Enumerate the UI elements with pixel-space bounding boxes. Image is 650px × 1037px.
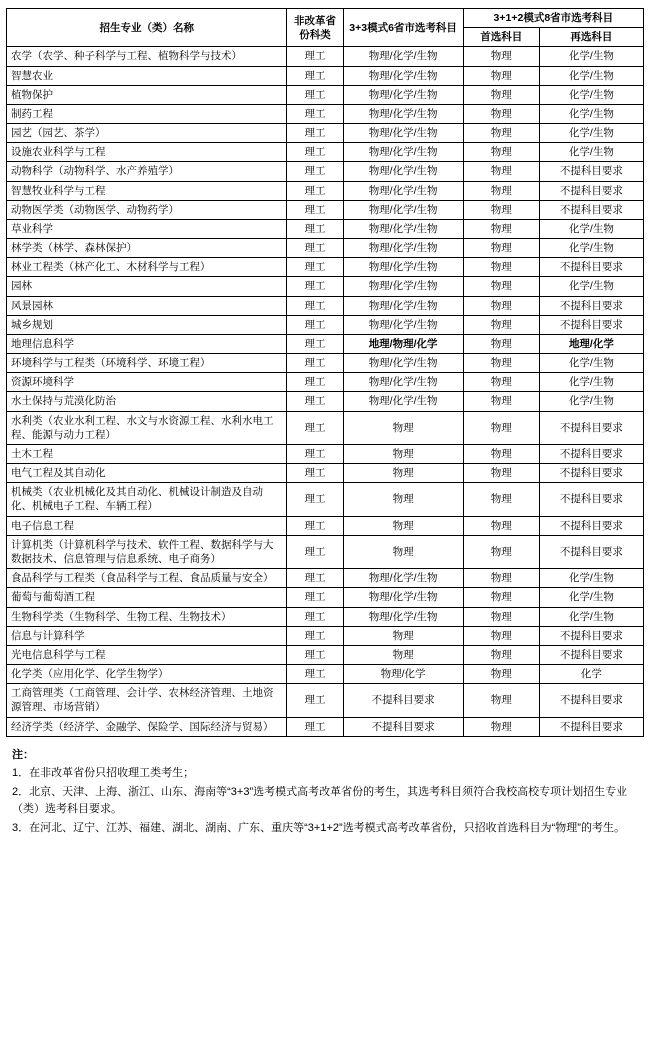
cell-six-province: 物理/化学/生物: [343, 588, 463, 607]
cell-category: 理工: [287, 626, 343, 645]
cell-first-choice: 物理: [463, 444, 539, 463]
cell-major: 电子信息工程: [7, 516, 287, 535]
cell-category: 理工: [287, 444, 343, 463]
table-row: [7, 588, 644, 607]
cell-first-choice: 物理: [463, 66, 539, 85]
cell-six-province: 物理: [343, 444, 463, 463]
table-row: [7, 354, 644, 373]
cell-first-choice: 物理: [463, 315, 539, 334]
cell-first-choice: 物理: [463, 124, 539, 143]
cell-six-province: 物理/化学/生物: [343, 47, 463, 66]
cell-second-choice: 不提科目要求: [539, 444, 643, 463]
cell-major: 智慧农业: [7, 66, 287, 85]
table-row: [7, 162, 644, 181]
cell-first-choice: 物理: [463, 569, 539, 588]
table-row: [7, 104, 644, 123]
cell-second-choice: 不提科目要求: [539, 516, 643, 535]
table-row: [7, 645, 644, 664]
notes-title: 注：: [12, 748, 34, 761]
header-category: 非改革省份科类: [287, 9, 343, 47]
cell-major: 化学类（应用化学、化学生物学）: [7, 665, 287, 684]
cell-six-province: 物理/化学/生物: [343, 354, 463, 373]
cell-second-choice: 不提科目要求: [539, 464, 643, 483]
cell-six-province: 物理/化学/生物: [343, 66, 463, 85]
cell-second-choice: 地理/化学: [539, 334, 643, 353]
cell-second-choice: 化学/生物: [539, 66, 643, 85]
cell-second-choice: 化学: [539, 665, 643, 684]
table-row: [7, 124, 644, 143]
cell-second-choice: 化学/生物: [539, 85, 643, 104]
cell-major: 经济学类（经济学、金融学、保险学、国际经济与贸易）: [7, 717, 287, 736]
cell-first-choice: 物理: [463, 665, 539, 684]
cell-category: 理工: [287, 588, 343, 607]
cell-first-choice: 物理: [463, 296, 539, 315]
cell-major: 城乡规划: [7, 315, 287, 334]
table-row: [7, 219, 644, 238]
cell-category: 理工: [287, 315, 343, 334]
note-item: 2．北京、天津、上海、浙江、山东、海南等“3+3”选考模式高考改革省份的考生，其选考科目须符合我校高校专项计划招生专业（类）选考科目要求。: [12, 785, 628, 816]
cell-category: 理工: [287, 143, 343, 162]
table-row: [7, 464, 644, 483]
cell-six-province: 地理/物理/化学: [343, 334, 463, 353]
cell-second-choice: 化学/生物: [539, 47, 643, 66]
table-row: [7, 66, 644, 85]
cell-second-choice: 化学/生物: [539, 392, 643, 411]
cell-first-choice: 物理: [463, 464, 539, 483]
cell-major: 土木工程: [7, 444, 287, 463]
cell-six-province: 物理/化学/生物: [343, 124, 463, 143]
cell-six-province: 物理/化学/生物: [343, 162, 463, 181]
header-eight-province-group: 3+1+2模式8省市选考科目: [463, 9, 643, 28]
cell-six-province: 物理: [343, 535, 463, 568]
cell-six-province: 物理/化学/生物: [343, 277, 463, 296]
cell-second-choice: 不提科目要求: [539, 645, 643, 664]
cell-major: 水土保持与荒漠化防治: [7, 392, 287, 411]
table-row: [7, 200, 644, 219]
cell-category: 理工: [287, 47, 343, 66]
cell-major: 草业科学: [7, 219, 287, 238]
cell-major: 葡萄与葡萄酒工程: [7, 588, 287, 607]
cell-category: 理工: [287, 645, 343, 664]
cell-second-choice: 化学/生物: [539, 588, 643, 607]
cell-six-province: 物理/化学/生物: [343, 219, 463, 238]
table-row: [7, 85, 644, 104]
cell-major: 食品科学与工程类（食品科学与工程、食品质量与安全）: [7, 569, 287, 588]
cell-major: 园林: [7, 277, 287, 296]
cell-major: 环境科学与工程类（环境科学、环境工程）: [7, 354, 287, 373]
table-row: [7, 535, 644, 568]
cell-major: 地理信息科学: [7, 334, 287, 353]
table-row: [7, 181, 644, 200]
cell-six-province: 物理: [343, 516, 463, 535]
cell-category: 理工: [287, 162, 343, 181]
cell-six-province: 物理/化学/生物: [343, 373, 463, 392]
table-row: [7, 717, 644, 736]
cell-six-province: 物理: [343, 626, 463, 645]
cell-six-province: 物理: [343, 464, 463, 483]
note-item: 1．在非改革省份只招收理工类考生；: [12, 767, 195, 780]
cell-category: 理工: [287, 219, 343, 238]
cell-first-choice: 物理: [463, 645, 539, 664]
cell-category: 理工: [287, 373, 343, 392]
cell-category: 理工: [287, 124, 343, 143]
cell-first-choice: 物理: [463, 411, 539, 444]
cell-six-province: 不提科目要求: [343, 684, 463, 717]
cell-first-choice: 物理: [463, 181, 539, 200]
cell-six-province: 物理/化学/生物: [343, 258, 463, 277]
table-row: [7, 47, 644, 66]
cell-category: 理工: [287, 483, 343, 516]
cell-first-choice: 物理: [463, 162, 539, 181]
header-row-top: [7, 9, 644, 28]
cell-major: 信息与计算科学: [7, 626, 287, 645]
cell-first-choice: 物理: [463, 258, 539, 277]
cell-category: 理工: [287, 85, 343, 104]
table-row: [7, 258, 644, 277]
cell-major: 农学（农学、种子科学与工程、植物科学与技术）: [7, 47, 287, 66]
cell-six-province: 物理/化学/生物: [343, 104, 463, 123]
cell-major: 植物保护: [7, 85, 287, 104]
cell-second-choice: 化学/生物: [539, 569, 643, 588]
cell-major: 生物科学类（生物科学、生物工程、生物技术）: [7, 607, 287, 626]
header-major: 招生专业（类）名称: [7, 9, 287, 47]
cell-first-choice: 物理: [463, 392, 539, 411]
cell-second-choice: 化学/生物: [539, 219, 643, 238]
cell-major: 电气工程及其自动化: [7, 464, 287, 483]
cell-first-choice: 物理: [463, 535, 539, 568]
cell-first-choice: 物理: [463, 717, 539, 736]
cell-category: 理工: [287, 239, 343, 258]
cell-six-province: 物理/化学/生物: [343, 143, 463, 162]
table-row: [7, 411, 644, 444]
subject-requirements-table: [6, 8, 644, 737]
header-six-province: 3+3模式6省市选考科目: [343, 9, 463, 47]
cell-category: 理工: [287, 104, 343, 123]
cell-second-choice: 化学/生物: [539, 607, 643, 626]
cell-major: 机械类（农业机械化及其自动化、机械设计制造及自动化、机械电子工程、车辆工程）: [7, 483, 287, 516]
cell-category: 理工: [287, 200, 343, 219]
cell-major: 园艺（园艺、茶学）: [7, 124, 287, 143]
cell-category: 理工: [287, 334, 343, 353]
cell-second-choice: 不提科目要求: [539, 483, 643, 516]
table-row: [7, 444, 644, 463]
cell-six-province: 物理/化学/生物: [343, 181, 463, 200]
table-row: [7, 483, 644, 516]
cell-second-choice: 不提科目要求: [539, 181, 643, 200]
cell-six-province: 物理/化学/生物: [343, 569, 463, 588]
cell-first-choice: 物理: [463, 483, 539, 516]
cell-major: 光电信息科学与工程: [7, 645, 287, 664]
cell-major: 计算机类（计算机科学与技术、软件工程、数据科学与大数据技术、信息管理与信息系统、电子商务）: [7, 535, 287, 568]
cell-first-choice: 物理: [463, 334, 539, 353]
table-row: [7, 516, 644, 535]
cell-six-province: 不提科目要求: [343, 717, 463, 736]
cell-category: 理工: [287, 392, 343, 411]
cell-major: 林业工程类（林产化工、木材科学与工程）: [7, 258, 287, 277]
cell-major: 林学类（林学、森林保护）: [7, 239, 287, 258]
cell-major: 水利类（农业水利工程、水文与水资源工程、水利水电工程、能源与动力工程）: [7, 411, 287, 444]
cell-six-province: 物理: [343, 411, 463, 444]
cell-category: 理工: [287, 181, 343, 200]
cell-category: 理工: [287, 607, 343, 626]
cell-six-province: 物理: [343, 645, 463, 664]
cell-first-choice: 物理: [463, 85, 539, 104]
cell-second-choice: 化学/生物: [539, 143, 643, 162]
cell-first-choice: 物理: [463, 626, 539, 645]
cell-first-choice: 物理: [463, 239, 539, 258]
cell-second-choice: 化学/生物: [539, 277, 643, 296]
notes-section: [12, 747, 640, 838]
table-row: [7, 607, 644, 626]
cell-category: 理工: [287, 66, 343, 85]
cell-six-province: 物理/化学/生物: [343, 85, 463, 104]
cell-major: 设施农业科学与工程: [7, 143, 287, 162]
cell-second-choice: 不提科目要求: [539, 411, 643, 444]
cell-first-choice: 物理: [463, 588, 539, 607]
cell-category: 理工: [287, 277, 343, 296]
table-header: [7, 9, 644, 47]
cell-six-province: 物理/化学: [343, 665, 463, 684]
cell-major: 动物科学（动物科学、水产养殖学）: [7, 162, 287, 181]
cell-second-choice: 化学/生物: [539, 373, 643, 392]
table-row: [7, 373, 644, 392]
cell-category: 理工: [287, 258, 343, 277]
cell-second-choice: 化学/生物: [539, 104, 643, 123]
cell-second-choice: 化学/生物: [539, 354, 643, 373]
table-row: [7, 569, 644, 588]
cell-first-choice: 物理: [463, 277, 539, 296]
note-item: 3．在河北、辽宁、江苏、福建、湖北、湖南、广东、重庆等“3+1+2”选考模式高考改革省份，只招收首选科目为“物理”的考生。: [12, 822, 625, 835]
table-row: [7, 143, 644, 162]
cell-first-choice: 物理: [463, 607, 539, 626]
cell-second-choice: 不提科目要求: [539, 200, 643, 219]
cell-six-province: 物理/化学/生物: [343, 200, 463, 219]
cell-first-choice: 物理: [463, 104, 539, 123]
cell-second-choice: 不提科目要求: [539, 535, 643, 568]
cell-category: 理工: [287, 296, 343, 315]
cell-second-choice: 不提科目要求: [539, 315, 643, 334]
cell-six-province: 物理/化学/生物: [343, 239, 463, 258]
cell-first-choice: 物理: [463, 143, 539, 162]
table-row: [7, 626, 644, 645]
cell-category: 理工: [287, 411, 343, 444]
cell-category: 理工: [287, 516, 343, 535]
table-row: [7, 239, 644, 258]
cell-six-province: 物理: [343, 483, 463, 516]
cell-six-province: 物理/化学/生物: [343, 296, 463, 315]
header-second-choice: 再选科目: [539, 28, 643, 47]
cell-first-choice: 物理: [463, 373, 539, 392]
cell-six-province: 物理/化学/生物: [343, 392, 463, 411]
cell-first-choice: 物理: [463, 684, 539, 717]
cell-category: 理工: [287, 464, 343, 483]
cell-category: 理工: [287, 354, 343, 373]
cell-first-choice: 物理: [463, 200, 539, 219]
cell-first-choice: 物理: [463, 47, 539, 66]
cell-major: 资源环境科学: [7, 373, 287, 392]
cell-major: 风景园林: [7, 296, 287, 315]
cell-major: 动物医学类（动物医学、动物药学）: [7, 200, 287, 219]
cell-first-choice: 物理: [463, 516, 539, 535]
cell-second-choice: 不提科目要求: [539, 717, 643, 736]
cell-second-choice: 不提科目要求: [539, 684, 643, 717]
cell-six-province: 物理/化学/生物: [343, 315, 463, 334]
notes-list: [12, 765, 640, 837]
cell-major: 制药工程: [7, 104, 287, 123]
cell-first-choice: 物理: [463, 219, 539, 238]
cell-second-choice: 化学/生物: [539, 124, 643, 143]
table-row: [7, 334, 644, 353]
cell-category: 理工: [287, 684, 343, 717]
cell-second-choice: 不提科目要求: [539, 162, 643, 181]
table-row: [7, 665, 644, 684]
cell-first-choice: 物理: [463, 354, 539, 373]
table-row: [7, 392, 644, 411]
header-first-choice: 首选科目: [463, 28, 539, 47]
cell-major: 工商管理类（工商管理、会计学、农林经济管理、土地资源管理、市场营销）: [7, 684, 287, 717]
cell-category: 理工: [287, 535, 343, 568]
table-row: [7, 296, 644, 315]
table-row: [7, 277, 644, 296]
cell-category: 理工: [287, 717, 343, 736]
cell-six-province: 物理/化学/生物: [343, 607, 463, 626]
table-row: [7, 684, 644, 717]
cell-second-choice: 化学/生物: [539, 239, 643, 258]
table-body: [7, 47, 644, 736]
cell-second-choice: 不提科目要求: [539, 258, 643, 277]
cell-second-choice: 不提科目要求: [539, 626, 643, 645]
table-row: [7, 315, 644, 334]
cell-major: 智慧牧业科学与工程: [7, 181, 287, 200]
cell-second-choice: 不提科目要求: [539, 296, 643, 315]
cell-category: 理工: [287, 569, 343, 588]
cell-category: 理工: [287, 665, 343, 684]
